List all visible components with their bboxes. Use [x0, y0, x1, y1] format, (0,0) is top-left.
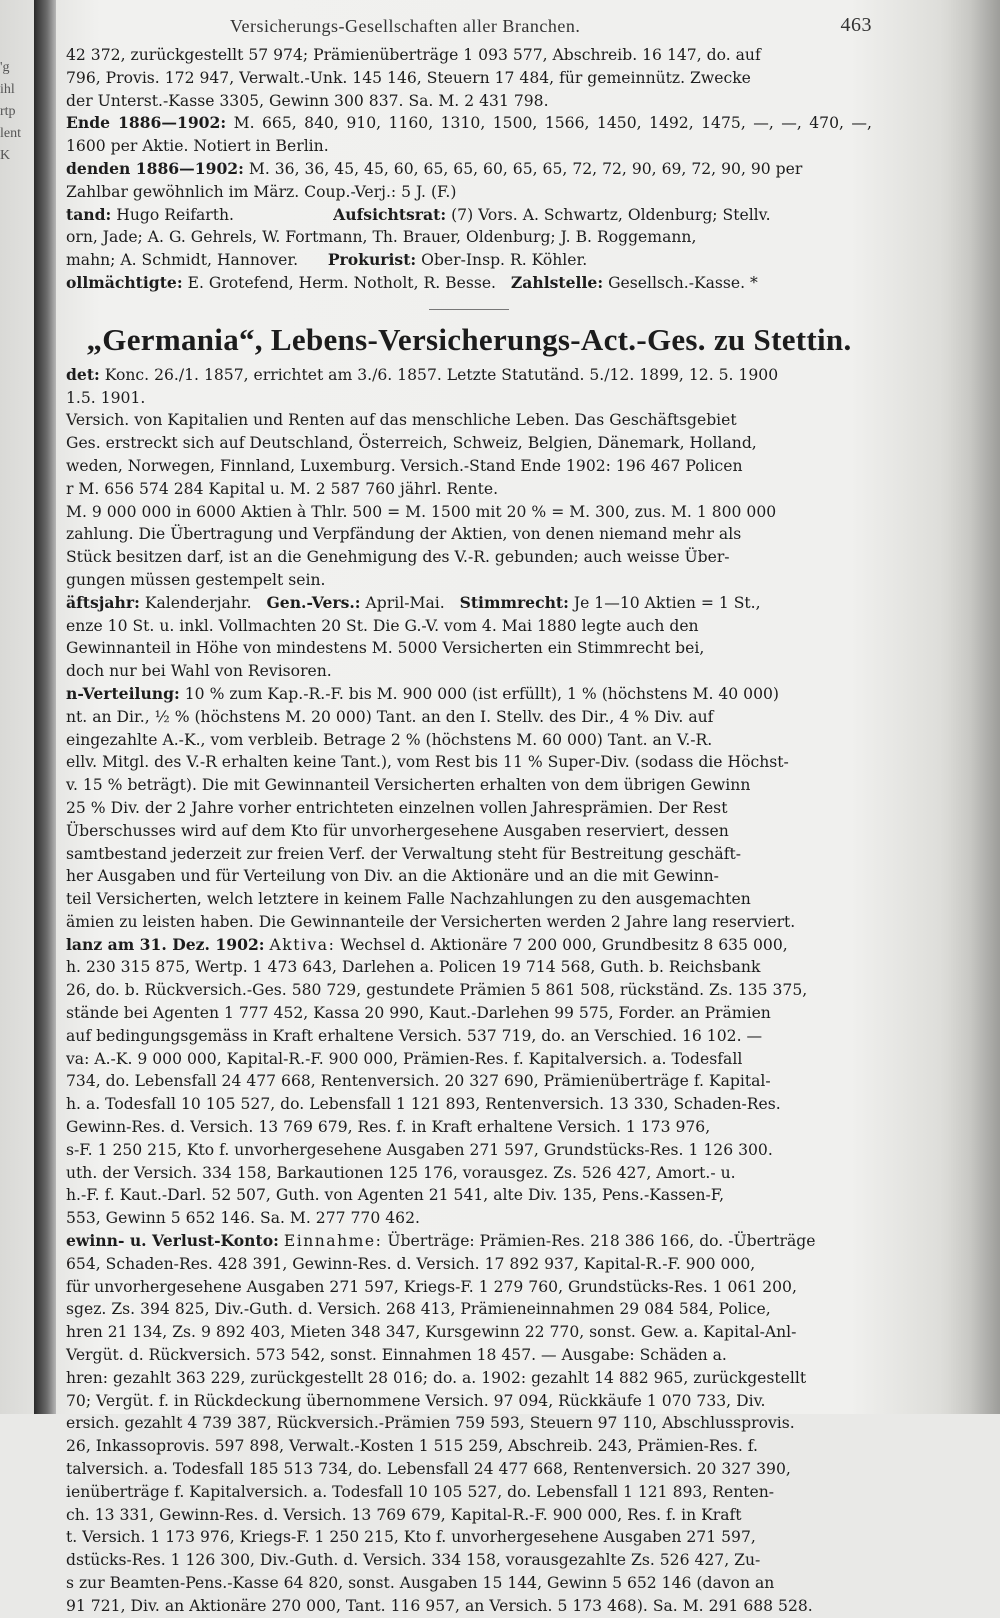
zahlstelle-label: Zahlstelle: [510, 272, 604, 292]
page-number: 463 [840, 14, 872, 36]
text-line: Gewinn-Res. d. Versich. 13 769 679, Res. f. in Kraft erhaltene Versich. 1 173 976, [66, 1118, 711, 1137]
text-line: eingezahlte A.-K., vom verbleib. Betrage 2 % (höchstens M. 60 000) Tant. an V.-R. [66, 730, 713, 749]
dividenden-line: denden 1886—1902: M. 36, 36, 45, 45, 60, 65, 65, 60, 65, 65, 72, 72, 90, 69, 72, 90, 90 per [66, 158, 803, 178]
text-line: nt. an Dir., ½ % (höchstens M. 20 000) Tant. an den I. Stellv. des Dir., 4 % Div. auf [66, 707, 714, 726]
text-line: r M. 656 574 284 Kapital u. M. 2 587 760 jährl. Rente. [66, 479, 499, 498]
company-entry [66, 364, 872, 1618]
kurse-line: Ende 1886—1902: M. 665, 840, 910, 1160, 1310, 1500, 1566, 1450, 1492, 1475, —, —, 470, —, 1600 per Aktie. Notiert in Berlin. [66, 113, 872, 156]
text-line: Ges. erstreckt sich auf Deutschland, Österreich, Schweiz, Belgien, Dänemark, Holland, [66, 434, 757, 453]
text-line: Zahlbar gewöhnlich im März. Coup.-Verj.: 5 J. (F.) [66, 182, 457, 201]
page-edge-shadow [940, 0, 1000, 1414]
text-line: 42 372, zurückgestellt 57 974; Prämienüberträge 1 093 577, Abschreib. 16 147, do. auf [66, 46, 761, 64]
text-line: t. Versich. 1 173 976, Kriegs-F. 1 250 215, Kto f. unvorhergesehene Ausgaben 271 597, [66, 1528, 756, 1547]
vollmacht-label: ollmächtigte: [66, 272, 183, 292]
text-line: hren: gezahlt 363 229, zurückgestellt 28 016; do. a. 1902: gezahlt 14 882 965, zurückgestellt [66, 1368, 807, 1387]
text-line: h. 230 315 875, Wertp. 1 473 643, Darlehen a. Policen 19 714 568, Guth. b. Reichsbank [66, 958, 761, 977]
section-divider [429, 309, 509, 310]
text-line: teil Versicherten, welch letztere in keinem Falle Nachzahlungen zu den ausgemachten [66, 890, 751, 909]
text-line: zahlung. Die Übertragung und Verpfändung der Aktien, von denen niemand mehr als [66, 525, 742, 544]
text-line: h.-F. f. Kaut.-Darl. 52 507, Guth. von Agenten 21 541, alte Div. 135, Pens.-Kassen-F, [66, 1186, 725, 1205]
text-line: ellv. Mitgl. des V.-R erhalten keine Tant.), vom Rest bis 11 % Super-Div. (sodass die Höchst- [66, 753, 789, 772]
text-line: Überschusses wird auf dem Kto für unvorhergesehene Ausgaben reserviert, dessen [66, 821, 729, 840]
text-line: 91 721, Div. an Aktionäre 270 000, Tant. 116 957, an Versich. 5 173 468). Sa. M. 291 688 528. [66, 1596, 813, 1615]
text-line: s zur Beamten-Pens.-Kasse 64 820, sonst. Ausgaben 15 144, Gewinn 5 652 146 (davon an [66, 1574, 775, 1592]
text-line: va: A.-K. 9 000 000, Kapital-R.-F. 900 000, Prämien-Res. f. Kapitalversich. a. Todesfall [66, 1049, 743, 1068]
text-line: ch. 13 331, Gewinn-Res. d. Versich. 13 769 679, Kapital-R.-F. 900 000, Res. f. in Kraft [66, 1505, 742, 1524]
vorstand-label: tand: [66, 204, 112, 224]
text-line: 553, Gewinn 5 652 146. Sa. M. 277 770 462. [66, 1209, 420, 1228]
text-line: der Unterst.-Kasse 3305, Gewinn 300 837. Sa. M. 2 431 798. [66, 91, 549, 110]
text-line: doch nur bei Wahl von Revisoren. [66, 662, 332, 681]
running-title: Versicherungs-Gesellschaften aller Branchen. [230, 16, 581, 36]
text-line: sgez. Zs. 394 825, Div.-Guth. d. Versich. 268 413, Prämieneinnahmen 29 084 584, Police, [66, 1300, 771, 1319]
adjacent-page-margin: 'g ihl rtp lent K [0, 60, 21, 163]
text-line: ersich. gezahlt 4 739 387, Rückversich.-Prämien 759 593, Steuern 97 110, Abschlussprovis. [66, 1414, 795, 1433]
text-line: Vergüt. d. Rückversich. 573 542, sonst. Einnahmen 18 457. — Ausgabe: Schäden a. [66, 1346, 727, 1365]
text-line: gungen müssen gestempelt sein. [66, 570, 326, 589]
gegruendet-line: det: Konc. 26./1. 1857, errichtet am 3./6. 1857. Letzte Statutänd. 5./12. 1899, 12. 5. 1900 [66, 364, 779, 384]
text-line: stände bei Agenten 1 777 452, Kassa 20 990, Kaut.-Darlehen 99 575, Forder. an Prämien [66, 1004, 771, 1023]
text-line: 26, do. b. Rückversich.-Ges. 580 729, gestundete Prämien 5 861 508, rückständ. Zs. 135 375, [66, 981, 808, 1000]
text-line: uth. der Versich. 334 158, Barkautionen 125 176, vorausgez. Zs. 526 427, Amort.- u. [66, 1163, 736, 1182]
bilanz-line: lanz am 31. Dez. 1902: Aktiva: Wechsel d. Aktionäre 7 200 000, Grundbesitz 8 635 000, [66, 934, 788, 954]
text-line: 25 % Div. der 2 Jahre vorher entrichteten einzelnen vollen Jahresprämien. Der Rest [66, 798, 728, 817]
text-line: 70; Vergüt. f. in Rückdeckung übernommene Versich. 97 094, Rückkäufe 1 070 733, Div. [66, 1391, 766, 1410]
running-header [66, 10, 872, 44]
kurse-label: Ende 1886—1902: [66, 113, 227, 133]
aufsichtsrat-label: Aufsichtsrat: [333, 204, 447, 224]
bilanz-label: lanz am 31. Dez. 1902: [66, 934, 265, 954]
text-line: 654, Schaden-Res. 428 391, Gewinn-Res. d. Versich. 17 892 937, Kapital-R.-F. 900 000, [66, 1254, 756, 1273]
stimmrecht-label: Stimmrecht: [459, 592, 569, 612]
text-line: 1.5. 1901. [66, 388, 146, 407]
text-line: orn, Jade; A. G. Gehrels, W. Fortmann, Th. Brauer, Oldenburg; J. B. Roggemann, [66, 228, 697, 247]
text-line: weden, Norwegen, Finnland, Luxemburg. Versich.-Stand Ende 1902: 196 467 Policen [66, 456, 743, 475]
text-line: ämien zu leisten haben. Die Gewinnanteile der Versicherten werden 2 Jahre lang reserviert. [66, 912, 796, 931]
text-line: h. a. Todesfall 10 105 527, do. Lebensfall 1 121 893, Rentenversich. 13 330, Schaden-Res. [66, 1095, 781, 1114]
geschaeftsjahr-label: äftsjahr: [66, 592, 140, 612]
text-line: 26, Inkassoprovis. 597 898, Verwalt.-Kosten 1 515 259, Abschreib. 243, Prämien-Res. f. [66, 1437, 758, 1456]
vorstand-line: tand: Hugo Reifarth. Aufsichtsrat: (7) Vors. A. Schwartz, Oldenburg; Stellv. [66, 204, 771, 224]
prokurist-line: mahn; A. Schmidt, Hannover. Prokurist: Ober-Insp. R. Köhler. [66, 250, 588, 270]
document-page [66, 10, 872, 1615]
einnahme-label: Einnahme: [283, 1232, 383, 1251]
text-line: v. 15 % beträgt). Die mit Gewinnanteil Versicherten erhalten von dem übrigen Gewinn [66, 776, 751, 795]
text-line: Gewinnanteil in Höhe von mindestens M. 5000 Versicherten ein Stimmrecht bei, [66, 639, 705, 658]
text-line: samtbestand jederzeit zur freien Verf. der Verwaltung steht für Bestreitung geschäft- [66, 844, 742, 863]
verteilung-label: n-Verteilung: [66, 683, 180, 703]
text-line: auf bedingungsgemäss in Kraft erhaltene Versich. 537 719, do. an Verschied. 16 102. — [66, 1026, 763, 1045]
text-line: 734, do. Lebensfall 24 477 668, Rentenversich. 20 327 690, Prämienüberträge f. Kapital- [66, 1072, 771, 1091]
guv-line: ewinn- u. Verlust-Konto: Einnahme: Überträge: Prämien-Res. 218 386 166, do. -Überträge [66, 1231, 816, 1251]
text-line: her Ausgaben und für Verteilung von Div. an die Aktionäre und an die mit Gewinn- [66, 867, 719, 886]
prokurist-label: Prokurist: [327, 250, 417, 270]
text-line: ienüberträge f. Kapitalversich. a. Todesfall 10 105 527, do. Lebensfall 1 121 893, Renten- [66, 1482, 775, 1501]
company-title: „Germania“, Lebens-Versicherungs-Act.-Ges. zu Stettin. [86, 321, 852, 357]
text-line: M. 9 000 000 in 6000 Aktien à Thlr. 500 = M. 1500 mit 20 % = M. 300, zus. M. 1 800 000 [66, 502, 777, 521]
aktiva-label: Aktiva: [269, 935, 336, 954]
text-line: hren 21 134, Zs. 9 892 403, Mieten 348 347, Kursgewinn 22 770, sonst. Gew. a. Kapital-Anl- [66, 1323, 797, 1342]
gegruendet-label: det: [66, 364, 100, 384]
text-line: für unvorhergesehene Ausgaben 271 597, Kriegs-F. 1 279 760, Grundstücks-Res. 1 061 200, [66, 1277, 797, 1296]
text-line: Versich. von Kapitalien und Renten auf das menschliche Leben. Das Geschäftsgebiet [66, 411, 737, 430]
guv-label: ewinn- u. Verlust-Konto: [66, 1231, 279, 1251]
previous-entry-tail [66, 44, 872, 295]
text-line: enze 10 St. u. inkl. Vollmachten 20 St. Die G.-V. vom 4. Mai 1880 legte auch den [66, 616, 699, 635]
text-line: talversich. a. Todesfall 185 513 734, do. Lebensfall 24 477 668, Rentenversich. 20 327 390, [66, 1460, 791, 1479]
text-line: dstücks-Res. 1 126 300, Div.-Guth. d. Versich. 334 158, vorausgezahlte Zs. 526 427, Zu- [66, 1551, 761, 1570]
verteilung-line: n-Verteilung: 10 % zum Kap.-R.-F. bis M. 900 000 (ist erfüllt), 1 % (höchstens M. 40 000) [66, 683, 780, 703]
gen-vers-label: Gen.-Vers.: [266, 592, 361, 612]
dividenden-label: denden 1886—1902: [66, 158, 244, 178]
book-spine-shadow [34, 0, 56, 1414]
text-line: Stück besitzen darf, ist an die Genehmigung des V.-R. gebunden; auch weisse Über- [66, 548, 730, 567]
text-line: 796, Provis. 172 947, Verwalt.-Unk. 145 146, Steuern 17 484, für gemeinnütz. Zwecke [66, 68, 751, 87]
text-line: s-F. 1 250 215, Kto f. unvorhergesehene Ausgaben 271 597, Grundstücks-Res. 1 126 300. [66, 1140, 773, 1159]
vollmacht-line: ollmächtigte: E. Grotefend, Herm. Notholt, R. Besse. Zahlstelle: Gesellsch.-Kasse. * [66, 272, 758, 292]
geschaeftsjahr-line: äftsjahr: Kalenderjahr. Gen.-Vers.: April-Mai. Stimmrecht: Je 1—10 Aktien = 1 St., [66, 592, 761, 612]
